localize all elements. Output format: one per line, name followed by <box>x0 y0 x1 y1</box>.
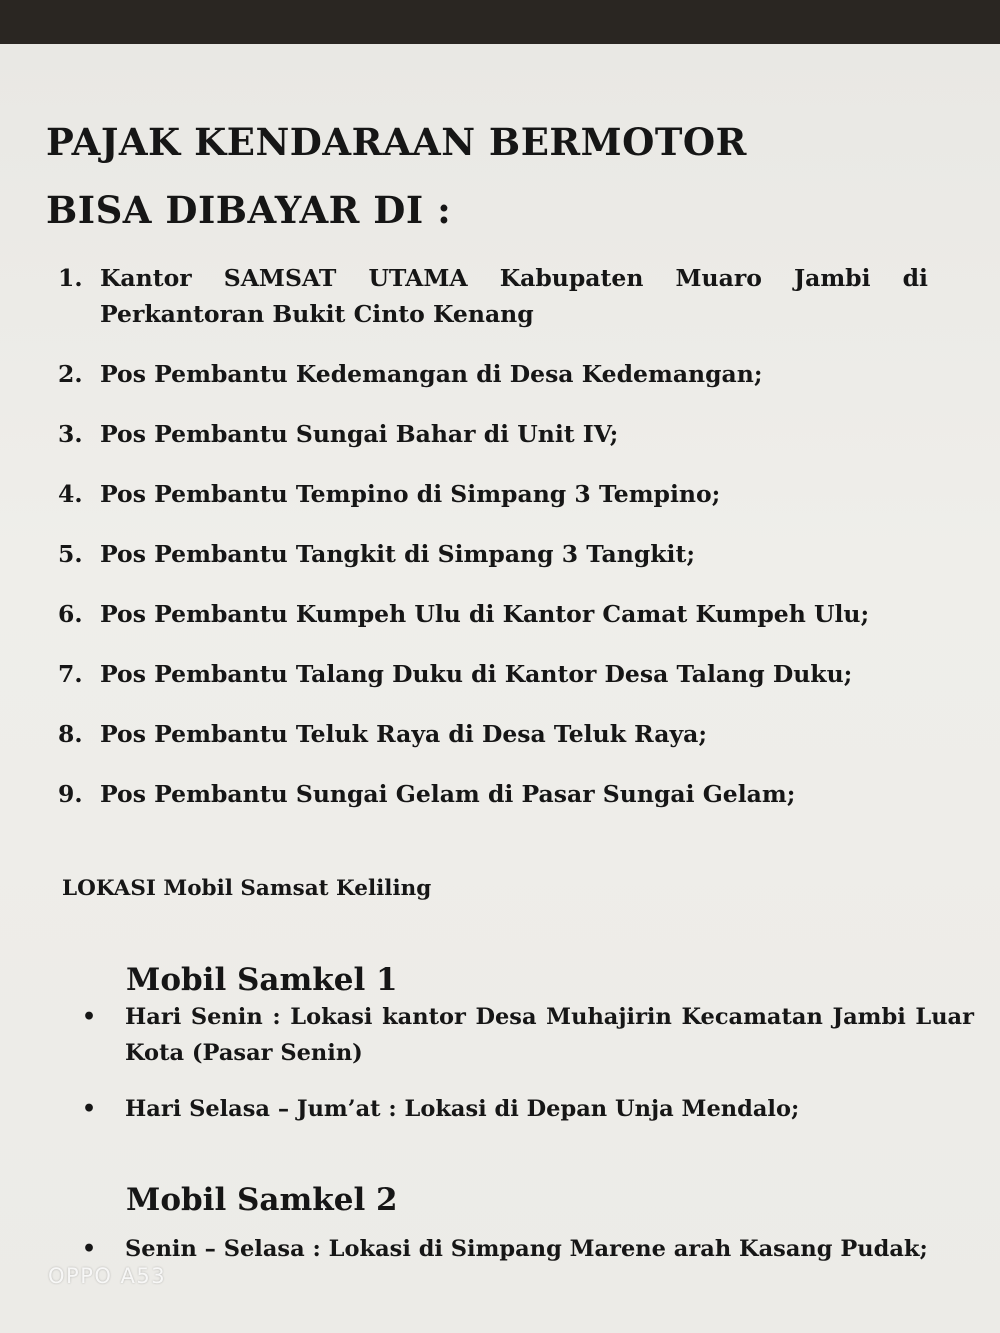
list-item <box>58 656 928 692</box>
item-number: 5. <box>58 540 83 568</box>
item-number: 1. <box>58 264 83 292</box>
item-text: Pos Pembantu Kedemangan di Desa Kedemangan; <box>100 360 763 388</box>
bullet-icon: • <box>82 1236 97 1262</box>
page-title-line-1: PAJAK KENDARAAN BERMOTOR <box>46 120 747 164</box>
item-number: 3. <box>58 420 83 448</box>
list-item <box>58 476 928 512</box>
bullet-icon: • <box>82 1004 97 1030</box>
list-item <box>58 356 928 392</box>
page-title-line-2: BISA DIBAYAR DI : <box>46 188 452 232</box>
item-text: Senin – Selasa : Lokasi di Simpang Marene arah Kasang Pudak; <box>125 1236 928 1262</box>
item-text: Pos Pembantu Talang Duku di Kantor Desa Talang Duku; <box>100 660 853 688</box>
document-page <box>0 44 1000 1333</box>
samkel-1-schedule <box>82 999 974 1147</box>
samkel-1-title: Mobil Samkel 1 <box>126 961 398 998</box>
item-text: Kantor SAMSAT UTAMA Kabupaten Muaro Jambi di Perkantoran Bukit Cinto Kenang <box>100 264 928 328</box>
item-text: Pos Pembantu Sungai Gelam di Pasar Sungai Gelam; <box>100 780 796 808</box>
item-number: 6. <box>58 600 83 628</box>
list-item <box>58 716 928 752</box>
list-item <box>82 999 974 1071</box>
samkel-2-schedule <box>82 1231 974 1287</box>
list-item <box>58 776 928 812</box>
item-text: Hari Selasa – Jum’at : Lokasi di Depan Unja Mendalo; <box>125 1096 800 1122</box>
item-number: 4. <box>58 480 83 508</box>
list-item <box>58 596 928 632</box>
camera-watermark: OPPO A53 <box>48 1264 167 1288</box>
item-text: Pos Pembantu Tempino di Simpang 3 Tempino; <box>100 480 721 508</box>
list-item <box>58 416 928 452</box>
list-item <box>82 1091 974 1127</box>
bullet-icon: • <box>82 1096 97 1122</box>
item-text: Pos Pembantu Tangkit di Simpang 3 Tangkit; <box>100 540 695 568</box>
item-text: Pos Pembantu Teluk Raya di Desa Teluk Raya; <box>100 720 708 748</box>
payment-locations-list <box>58 260 928 836</box>
item-number: 2. <box>58 360 83 388</box>
item-number: 9. <box>58 780 83 808</box>
list-item <box>82 1231 974 1267</box>
list-item <box>58 536 928 572</box>
item-number: 7. <box>58 660 83 688</box>
list-item <box>58 260 928 332</box>
mobile-samsat-heading: LOKASI Mobil Samsat Keliling <box>62 876 432 901</box>
item-text: Pos Pembantu Kumpeh Ulu di Kantor Camat Kumpeh Ulu; <box>100 600 870 628</box>
samkel-2-title: Mobil Samkel 2 <box>126 1181 398 1218</box>
item-text: Pos Pembantu Sungai Bahar di Unit IV; <box>100 420 619 448</box>
item-text: Hari Senin : Lokasi kantor Desa Muhajirin Kecamatan Jambi Luar Kota (Pasar Senin) <box>125 1004 974 1066</box>
item-number: 8. <box>58 720 83 748</box>
